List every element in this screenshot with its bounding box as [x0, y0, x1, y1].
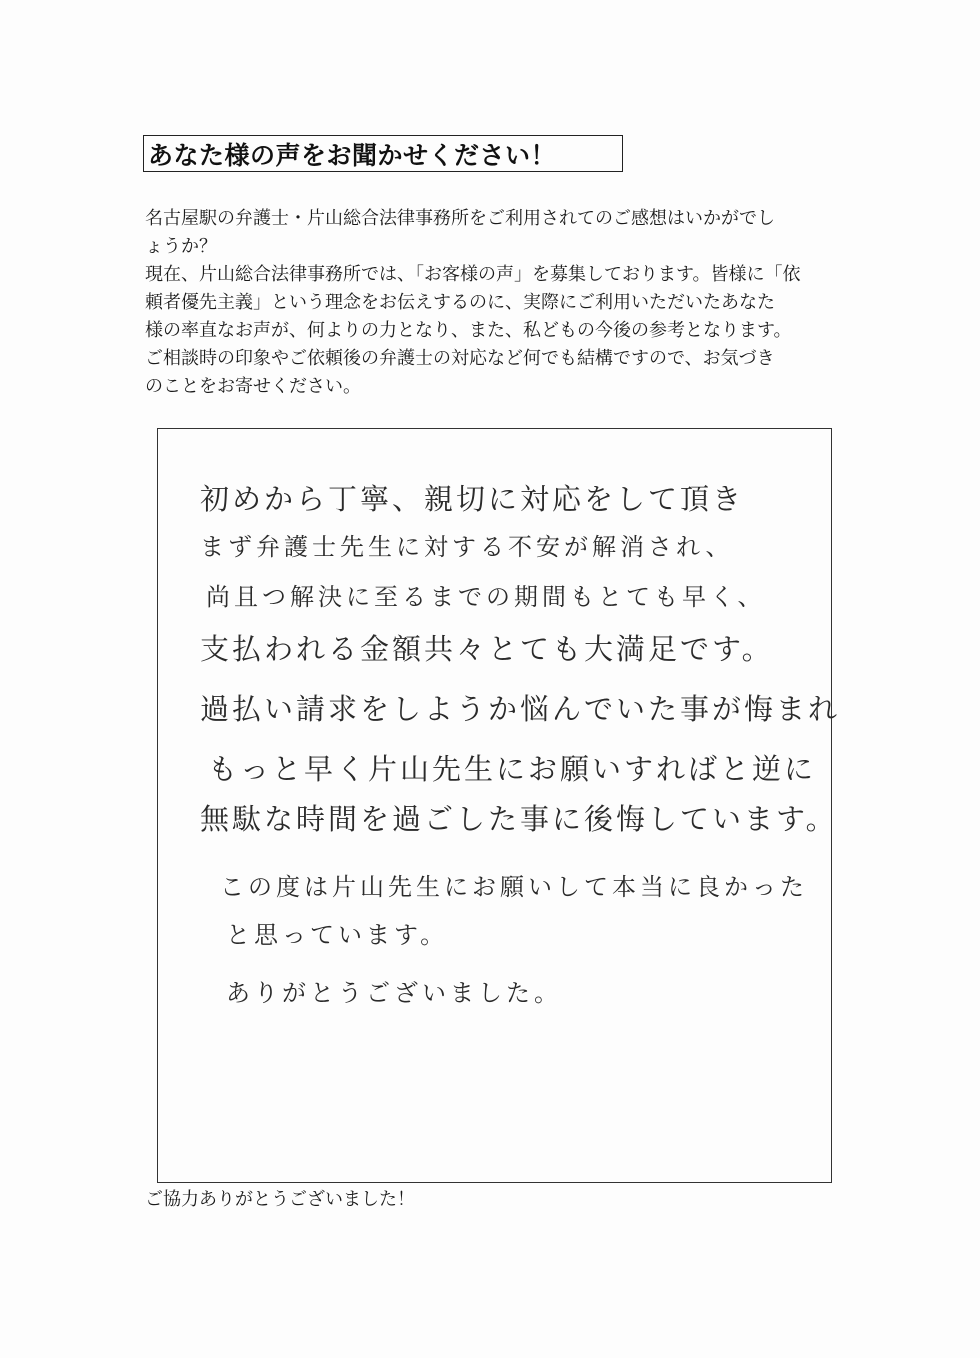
handwritten-line: と思っています。	[226, 921, 449, 949]
title-banner	[143, 135, 623, 172]
handwritten-comment-box	[157, 428, 841, 1183]
handwritten-line: 過払い請求をしようか悩んでいた事が悔まれ	[200, 692, 841, 726]
intro-paragraph	[145, 205, 845, 401]
handwritten-line: この度は片山先生にお願いして本当に良かった	[220, 873, 808, 901]
handwritten-line: 初めから丁寧、親切に対応をして頂き	[200, 482, 745, 516]
handwritten-line: まず弁護士先生に対する不安が解消され、	[200, 533, 734, 561]
handwritten-line: ありがとうございました。	[226, 979, 562, 1007]
intro-line: 様の率直なお声が、何よりの力となり、また、私どもの今後の参考となります。	[145, 320, 792, 341]
handwritten-line: 支払われる金額共々とても大満足です。	[200, 632, 774, 666]
handwritten-line: もっと早く片山先生にお願いすればと逆に	[208, 752, 817, 786]
intro-line: 名古屋駅の弁護士・片山総合法律事務所をご利用されてのご感想はいかがでし	[145, 208, 775, 229]
intro-line: ご相談時の印象やご依頼後の弁護士の対応など何でも結構ですので、お気づき	[145, 348, 775, 369]
handwritten-line: 無駄な時間を過ごした事に後悔しています。	[200, 802, 838, 836]
intro-line: ょうか？	[145, 236, 217, 257]
intro-line: のことをお寄せください。	[145, 376, 361, 397]
intro-line: 現在、片山総合法律事務所では、「お客様の声」を募集しております。皆様に「依	[145, 264, 801, 285]
intro-line: 頼者優先主義」という理念をお伝えするのに、実際にご利用いただいたあなた	[145, 292, 775, 313]
closing-thanks: ご協力ありがとうございました！	[145, 1189, 415, 1210]
page-title: あなた様の声をお聞かせください！	[148, 140, 557, 170]
handwritten-line: 尚且つ解決に至るまでの期間もとても早く、	[206, 583, 766, 611]
